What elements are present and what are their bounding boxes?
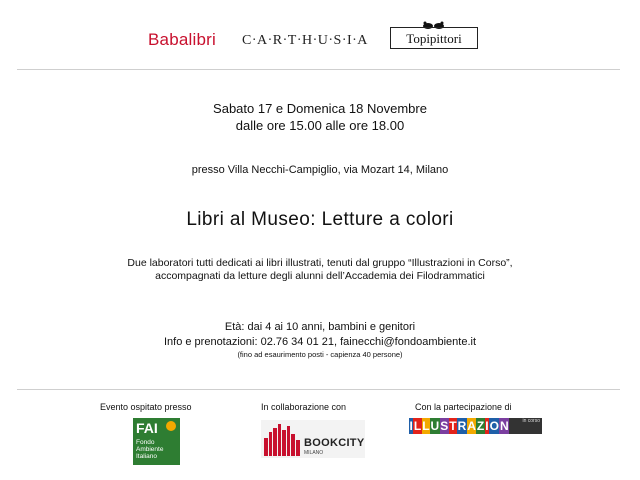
illustrazioni-letter: R: [457, 419, 467, 433]
illustrazioni-letter: T: [449, 419, 457, 433]
partner-label: Con la partecipazione di: [415, 402, 512, 412]
event-info: Info e prenotazioni: 02.76 34 01 21, fainecchi@fondoambiente.it: [163, 336, 477, 348]
topipittori-logo: [390, 22, 478, 49]
bottom-divider: [17, 389, 620, 390]
bookcity-logo-city: MILANO: [304, 450, 324, 456]
illustrazioni-letter: A: [467, 419, 476, 433]
event-description-line2: accompagnati da letture degli alunni dell’Accademia dei Filodrammatici: [155, 270, 485, 282]
illustrazioni-letter: Z: [476, 419, 485, 433]
fai-logo-brand: FAI: [136, 420, 158, 436]
illustrazioni-letter: I: [485, 419, 489, 433]
fai-logo-line3: Italiano: [136, 453, 157, 460]
skyline-icon: [264, 424, 302, 456]
illustrazioni-letter: S: [440, 419, 449, 433]
illustrazioni-letter: L: [413, 419, 422, 433]
illustrazioni-letter: L: [422, 419, 430, 433]
babalibri-logo: Babalibri: [148, 30, 216, 49]
event-time: dalle ore 15.00 alle ore 18.00: [235, 118, 405, 133]
topipittori-logo-text: Topipittori: [406, 31, 462, 46]
event-date: Sabato 17 e Domenica 18 Novembre: [213, 101, 427, 116]
bookcity-logo: [261, 420, 365, 458]
hosted-label: Evento ospitato presso: [100, 402, 192, 412]
illustrazioni-letter: I: [409, 419, 413, 433]
fai-logo: [133, 418, 180, 465]
carthusia-logo: C·A·R·T·H·U·S·I·A: [242, 33, 368, 48]
illustrazioni-logo: [409, 418, 542, 434]
illustrazioni-letter: U: [430, 419, 440, 433]
fai-logo-line1: Fondo: [136, 439, 155, 446]
illustrazioni-logo-letters: [409, 418, 513, 434]
illustrazioni-logo-suffix: in corso: [509, 418, 542, 434]
event-venue: presso Villa Necchi-Campiglio, via Mozart 14, Milano: [191, 164, 449, 176]
event-age: Età: dai 4 ai 10 anni, bambini e genitori: [224, 321, 416, 333]
illustrazioni-letter: O: [489, 419, 499, 433]
bookcity-logo-name: BOOKCITY: [304, 437, 365, 449]
sun-icon: [166, 421, 176, 431]
illustrazioni-letter: N: [499, 419, 509, 433]
top-divider: [17, 69, 620, 70]
event-title: Libri al Museo: Letture a colori: [186, 209, 454, 230]
collab-label: In collaborazione con: [261, 402, 347, 412]
fai-logo-line2: Ambiente: [136, 446, 164, 453]
event-note: (fino ad esaurimento posti - capienza 40 persone): [237, 350, 403, 359]
event-description-line1: Due laboratori tutti dedicati ai libri illustrati, tenuti dal gruppo “Illustrazioni in Corso”,: [127, 257, 513, 269]
